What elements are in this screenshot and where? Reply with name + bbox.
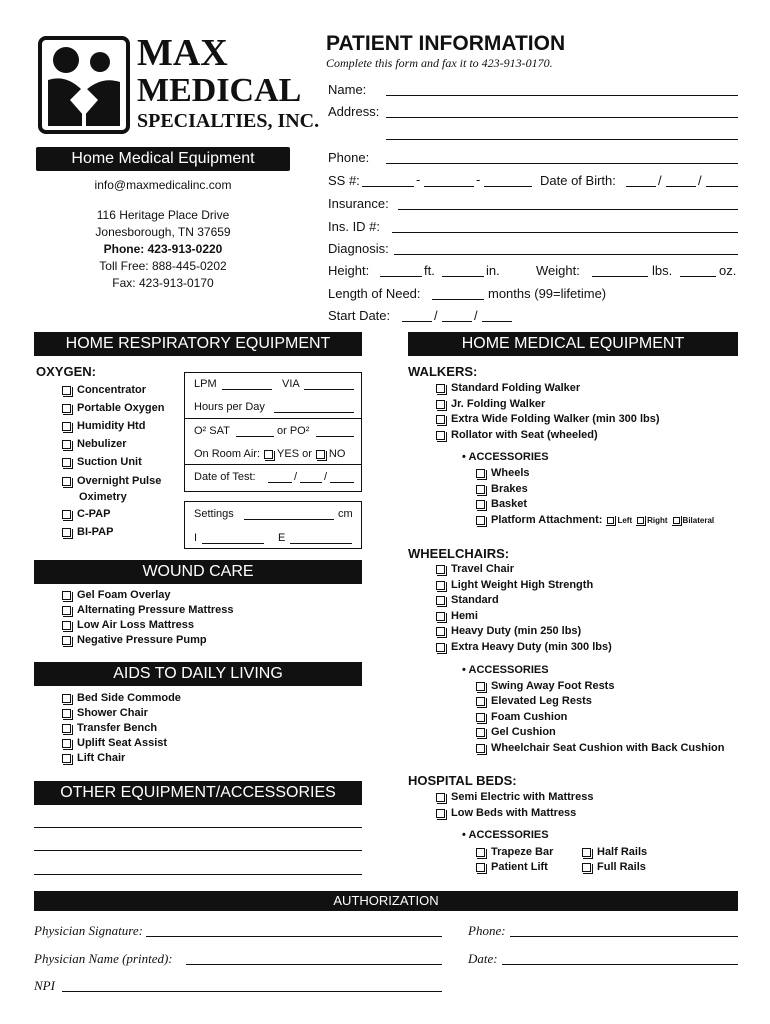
authorization-header: AUTHORIZATION xyxy=(34,891,738,911)
ssn-field-3[interactable] xyxy=(484,186,532,187)
start-day-field[interactable] xyxy=(442,321,472,322)
daily-living-item[interactable]: Lift Chair xyxy=(62,752,125,764)
oxygen-item[interactable]: Overnight Pulse xyxy=(62,475,161,487)
wound-care-item[interactable]: Gel Foam Overlay xyxy=(62,589,171,601)
auth-phone-field[interactable] xyxy=(510,936,738,937)
checkbox-icon[interactable] xyxy=(62,477,71,486)
wound-care-item[interactable]: Alternating Pressure Mattress xyxy=(62,604,234,616)
wheelchair-accessory[interactable]: Gel Cushion xyxy=(476,726,556,738)
other-equipment-line[interactable] xyxy=(34,827,362,828)
checkbox-icon[interactable] xyxy=(582,848,591,857)
company-tollfree: Toll Free: 888-445-0202 xyxy=(99,259,227,273)
test-day-field[interactable] xyxy=(300,482,322,483)
daily-living-item[interactable]: Uplift Seat Assist xyxy=(62,737,167,749)
oxygen-item[interactable]: C-PAP xyxy=(62,508,110,520)
oxygen-item[interactable]: Portable Oxygen xyxy=(62,402,164,414)
checkbox-icon[interactable] xyxy=(476,713,485,722)
walker-accessory[interactable]: Wheels xyxy=(476,467,530,479)
wound-care-item[interactable]: Low Air Loss Mattress xyxy=(62,619,194,631)
test-month-field[interactable] xyxy=(268,482,292,483)
other-equipment-line[interactable] xyxy=(34,850,362,851)
insurance-id-field[interactable] xyxy=(392,232,738,233)
checkbox-icon[interactable] xyxy=(62,754,71,763)
dob-label: Date of Birth: xyxy=(540,173,616,188)
dob-month-field[interactable] xyxy=(626,186,656,187)
height-ft-field[interactable] xyxy=(380,276,422,277)
checkbox-icon[interactable] xyxy=(476,697,485,706)
start-year-field[interactable] xyxy=(482,321,512,322)
bed-accessory[interactable]: Patient Lift xyxy=(476,861,548,873)
company-address-2: Jonesborough, TN 37659 xyxy=(95,225,231,239)
hospital-bed-item[interactable]: Low Beds with Mattress xyxy=(436,807,576,819)
other-equipment-line[interactable] xyxy=(34,874,362,875)
dob-day-field[interactable] xyxy=(666,186,696,187)
checkbox-icon[interactable] xyxy=(582,863,591,872)
patient-info-title: PATIENT INFORMATION xyxy=(326,32,566,55)
daily-living-item[interactable]: Bed Side Commode xyxy=(62,692,181,704)
checkbox-icon[interactable] xyxy=(62,458,71,467)
walker-accessories-heading: • ACCESSORIES xyxy=(462,451,549,463)
weight-oz-field[interactable] xyxy=(680,276,716,277)
length-of-need-label: Length of Need: xyxy=(328,286,421,301)
o2-sat-field[interactable] xyxy=(236,436,274,437)
e-field[interactable] xyxy=(290,543,352,544)
insurance-id-label: Ins. ID #: xyxy=(328,219,381,234)
wheelchair-item[interactable]: Hemi xyxy=(436,610,478,622)
checkbox-icon[interactable] xyxy=(476,469,485,478)
company-fax: Fax: 423-913-0170 xyxy=(112,276,214,290)
wheelchair-item[interactable]: Light Weight High Strength xyxy=(436,579,593,591)
wheelchair-item[interactable]: Travel Chair xyxy=(436,563,514,575)
checkbox-icon[interactable] xyxy=(436,809,445,818)
checkbox-icon[interactable] xyxy=(476,744,485,753)
company-tagline: Home Medical Equipment xyxy=(36,147,290,171)
oxygen-item[interactable]: Concentrator xyxy=(62,384,146,396)
wound-care-header: WOUND CARE xyxy=(34,560,362,584)
name-label: Name: xyxy=(328,82,367,97)
height-label: Height: xyxy=(328,263,370,278)
start-date-label: Start Date: xyxy=(328,308,391,323)
company-email[interactable]: info@maxmedicalinc.com xyxy=(94,178,232,192)
logo-line-1: MAX xyxy=(137,32,228,74)
address-label: Address: xyxy=(328,104,380,119)
ssn-label: SS #: xyxy=(328,173,360,188)
daily-living-item[interactable]: Transfer Bench xyxy=(62,722,157,734)
checkbox-icon[interactable] xyxy=(436,581,445,590)
checkbox-icon[interactable] xyxy=(436,565,445,574)
ssn-field-1[interactable] xyxy=(362,186,414,187)
height-in-field[interactable] xyxy=(442,276,484,277)
walker-accessory[interactable]: Brakes xyxy=(476,483,528,495)
checkbox-icon[interactable] xyxy=(62,386,71,395)
physician-name-field[interactable] xyxy=(186,964,442,965)
platform-left-checkbox[interactable] xyxy=(607,517,614,524)
wheelchair-accessory[interactable]: Elevated Leg Rests xyxy=(476,695,592,707)
checkbox-icon[interactable] xyxy=(476,500,485,509)
walker-accessory[interactable]: Platform Attachment: Left Right Bilateral xyxy=(476,514,714,526)
platform-right-checkbox[interactable] xyxy=(637,517,644,524)
checkbox-icon[interactable] xyxy=(436,596,445,605)
other-equipment-header: OTHER EQUIPMENT/ACCESSORIES xyxy=(34,781,362,805)
wound-care-item[interactable]: Negative Pressure Pump xyxy=(62,634,207,646)
hospital-bed-item[interactable]: Semi Electric with Mattress xyxy=(436,791,593,803)
checkbox-icon[interactable] xyxy=(436,415,445,424)
family-heart-icon xyxy=(42,40,126,130)
checkbox-icon[interactable] xyxy=(62,709,71,718)
checkbox-icon[interactable] xyxy=(436,643,445,652)
test-year-field[interactable] xyxy=(330,482,354,483)
settings-field[interactable] xyxy=(244,519,334,520)
checkbox-icon[interactable] xyxy=(62,510,71,519)
checkbox-icon[interactable] xyxy=(62,694,71,703)
walker-accessory[interactable]: Basket xyxy=(476,498,527,510)
start-month-field[interactable] xyxy=(402,321,432,322)
checkbox-icon[interactable] xyxy=(62,636,71,645)
dob-year-field[interactable] xyxy=(706,186,738,187)
checkbox-icon[interactable] xyxy=(62,724,71,733)
walker-item[interactable]: Extra Wide Folding Walker (min 300 lbs) xyxy=(436,413,660,425)
checkbox-icon[interactable] xyxy=(436,384,445,393)
room-air-no-checkbox[interactable] xyxy=(316,450,325,459)
wheelchair-accessory[interactable]: Swing Away Foot Rests xyxy=(476,680,614,692)
checkbox-icon[interactable] xyxy=(476,682,485,691)
checkbox-icon[interactable] xyxy=(62,440,71,449)
walker-item[interactable]: Standard Folding Walker xyxy=(436,382,580,394)
checkbox-icon[interactable] xyxy=(436,431,445,440)
wheelchair-item[interactable]: Standard xyxy=(436,594,499,606)
checkbox-icon[interactable] xyxy=(476,863,485,872)
insurance-label: Insurance: xyxy=(328,196,389,211)
weight-lbs-field[interactable] xyxy=(592,276,648,277)
bed-accessory[interactable]: Half Rails xyxy=(582,846,647,858)
oxygen-item[interactable]: Nebulizer xyxy=(62,438,127,450)
physician-signature-label: Physician Signature: xyxy=(34,923,143,938)
phone-field[interactable] xyxy=(386,163,738,164)
oxygen-item-continued: Oximetry xyxy=(79,491,127,503)
lpm-field[interactable] xyxy=(222,389,272,390)
auth-date-field[interactable] xyxy=(502,964,738,965)
checkbox-icon[interactable] xyxy=(436,612,445,621)
npi-label: NPI xyxy=(34,978,55,993)
oxygen-heading: OXYGEN: xyxy=(36,364,96,379)
company-address-1: 116 Heritage Place Drive xyxy=(96,208,230,222)
company-logo xyxy=(38,36,130,134)
physician-name-label: Physician Name (printed): xyxy=(34,951,173,966)
bed-accessory[interactable]: Full Rails xyxy=(582,861,646,873)
checkbox-icon[interactable] xyxy=(476,848,485,857)
walkers-heading: WALKERS: xyxy=(408,364,478,379)
wheelchair-accessories-heading: • ACCESSORIES xyxy=(462,664,549,676)
daily-living-item[interactable]: Shower Chair xyxy=(62,707,148,719)
hme-header: HOME MEDICAL EQUIPMENT xyxy=(408,332,738,356)
po2-field[interactable] xyxy=(316,436,354,437)
ssn-field-2[interactable] xyxy=(424,186,474,187)
auth-phone-label: Phone: xyxy=(468,923,506,938)
wheelchair-accessory[interactable]: Foam Cushion xyxy=(476,711,567,723)
walker-item[interactable]: Rollator with Seat (wheeled) xyxy=(436,429,598,441)
checkbox-icon[interactable] xyxy=(476,728,485,737)
hospital-beds-heading: HOSPITAL BEDS: xyxy=(408,773,517,788)
checkbox-icon[interactable] xyxy=(62,739,71,748)
auth-date-label: Date: xyxy=(468,951,498,966)
wheelchair-item[interactable]: Extra Heavy Duty (min 300 lbs) xyxy=(436,641,612,653)
checkbox-icon[interactable] xyxy=(436,627,445,636)
respiratory-header: HOME RESPIRATORY EQUIPMENT xyxy=(34,332,362,356)
checkbox-icon[interactable] xyxy=(62,404,71,413)
via-field[interactable] xyxy=(304,389,354,390)
checkbox-icon[interactable] xyxy=(476,516,485,525)
oxygen-item[interactable]: BI-PAP xyxy=(62,526,113,538)
diagnosis-field[interactable] xyxy=(394,254,738,255)
walker-item[interactable]: Jr. Folding Walker xyxy=(436,398,545,410)
company-phone: Phone: 423-913-0220 xyxy=(103,242,223,256)
checkbox-icon[interactable] xyxy=(436,793,445,802)
bed-accessories-heading: • ACCESSORIES xyxy=(462,829,549,841)
length-of-need-field[interactable] xyxy=(432,299,484,300)
logo-line-2: MEDICAL xyxy=(137,72,302,109)
wheelchair-item[interactable]: Heavy Duty (min 250 lbs) xyxy=(436,625,581,637)
hours-per-day-field[interactable] xyxy=(274,412,354,413)
wheelchair-accessory[interactable]: Wheelchair Seat Cushion with Back Cushion xyxy=(476,742,724,754)
npi-field[interactable] xyxy=(62,991,442,992)
room-air-yes-checkbox[interactable] xyxy=(264,450,273,459)
room-air-row: On Room Air: YES or NO xyxy=(194,448,346,460)
physician-signature-field[interactable] xyxy=(146,936,442,937)
diagnosis-label: Diagnosis: xyxy=(328,241,389,256)
logo-line-3: SPECIALTIES, INC. xyxy=(137,110,320,132)
checkbox-icon[interactable] xyxy=(62,422,71,431)
oxygen-item[interactable]: Humidity Htd xyxy=(62,420,145,432)
platform-bilateral-checkbox[interactable] xyxy=(673,517,680,524)
daily-living-header: AIDS TO DAILY LIVING xyxy=(34,662,362,686)
checkbox-icon[interactable] xyxy=(62,528,71,537)
bed-accessory[interactable]: Trapeze Bar xyxy=(476,846,553,858)
address-field[interactable] xyxy=(386,117,738,118)
checkbox-icon[interactable] xyxy=(436,400,445,409)
insurance-field[interactable] xyxy=(398,209,738,210)
address-field-2[interactable] xyxy=(386,139,738,140)
patient-info-subtitle: Complete this form and fax it to 423-913-0170. xyxy=(326,56,553,70)
weight-label: Weight: xyxy=(536,263,580,278)
checkbox-icon[interactable] xyxy=(476,485,485,494)
checkbox-icon[interactable] xyxy=(62,606,71,615)
oxygen-item[interactable]: Suction Unit xyxy=(62,456,142,468)
checkbox-icon[interactable] xyxy=(62,621,71,630)
checkbox-icon[interactable] xyxy=(62,591,71,600)
i-field[interactable] xyxy=(202,543,264,544)
name-field[interactable] xyxy=(386,95,738,96)
wheelchairs-heading: WHEELCHAIRS: xyxy=(408,546,510,561)
phone-label: Phone: xyxy=(328,150,370,165)
